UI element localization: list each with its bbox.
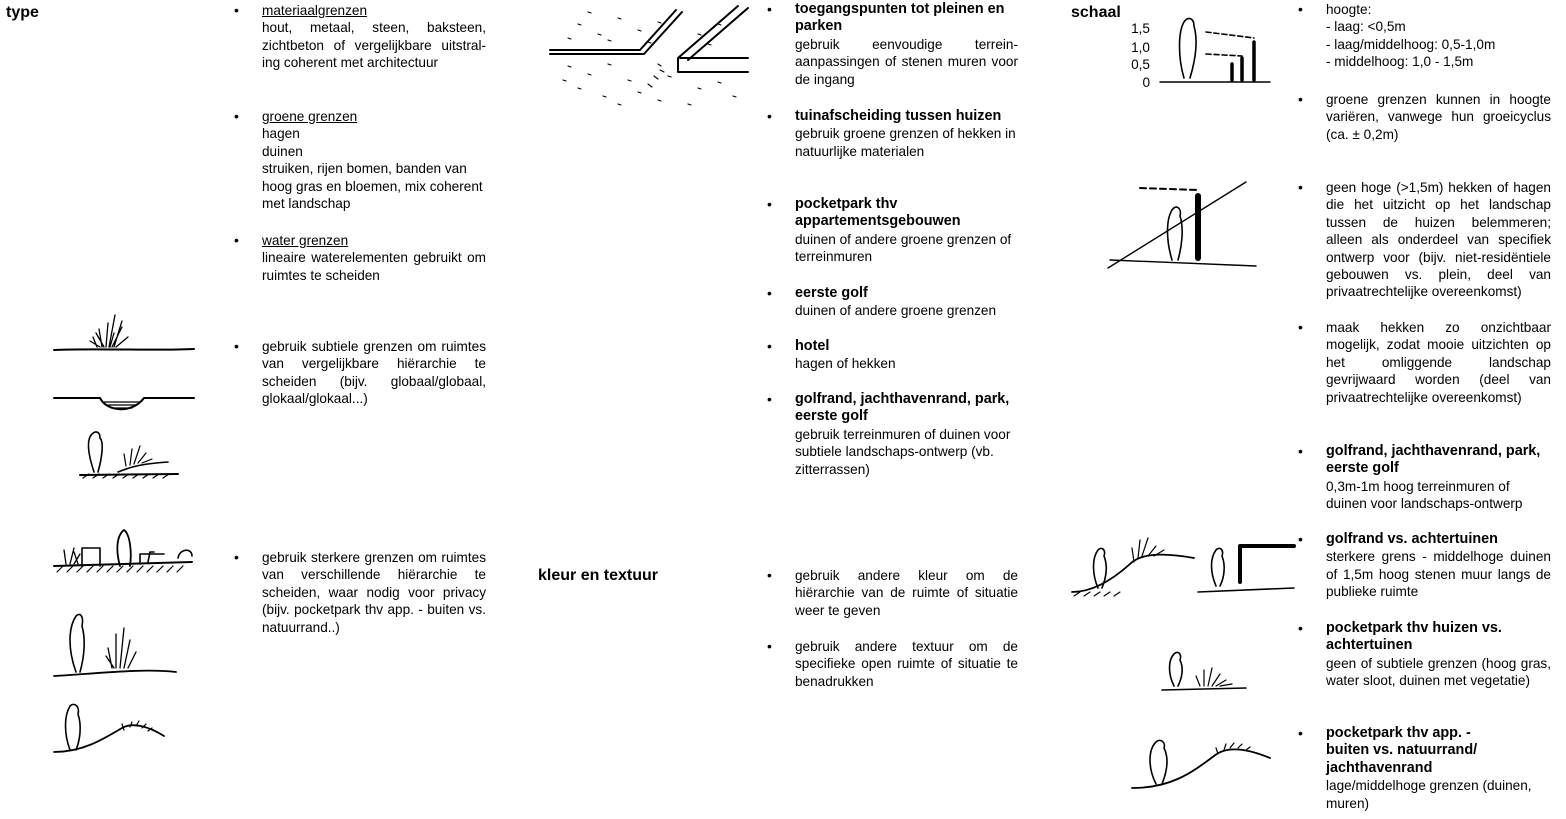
bullet-icon: •: [234, 2, 239, 18]
bullet-icon: •: [1298, 443, 1303, 459]
bullet-icon: •: [1298, 91, 1303, 107]
bullet-icon: •: [767, 567, 772, 583]
mid-item-pocketpark-app: • pocketpark thv appartementsgebouwen duinen of andere groene grenzen of terreinmuren: [767, 196, 1012, 265]
schaal-item-pocketpark-app: • pocketpark thv app. - buiten vs. natuurrand/ jachthavenrand lage/middelhoge grenzen (duinen, muren): [1298, 725, 1532, 811]
scale-label-1-0: 1,0: [1131, 40, 1150, 55]
entrance-plan-sketch: [548, 4, 753, 109]
height-scale-sketch: [1158, 14, 1278, 90]
bullet-icon: •: [1298, 319, 1303, 335]
mid-item-hotel: • hotel hagen of hekken: [767, 338, 896, 372]
type-item-water-grenzen: • water grenzen lineaire waterelementen gebruikt om ruimtes te scheiden: [234, 232, 486, 283]
water-boundary-sketch: [52, 388, 197, 418]
bullet-icon: •: [1298, 725, 1303, 741]
schaal-item-golfrand-achtertuinen: • golfrand vs. achtertuinen sterkere grens - middelhoge duinen of 1,5m hoog stenen muur langs de publieke ruimte: [1298, 531, 1551, 600]
scale-label-0-5: 0,5: [1131, 57, 1150, 72]
schaal-item-pocketpark-huizen: • pocketpark thv huizen vs. achtertuinen geen of subtiele grenzen (hoog gras, water sloot, duinen met vegetatie): [1298, 620, 1551, 689]
mid-item-tuinafscheiding: • tuinafscheiding tussen huizen gebruik groene grenzen of hekken in natuurlijke materialen: [767, 108, 1016, 159]
bullet-icon: •: [234, 108, 239, 124]
bullet-icon: •: [1298, 531, 1303, 547]
bullet-icon: •: [767, 1, 772, 17]
hedges-walls-sketch: [52, 526, 197, 578]
type-item-materiaalgrenzen: • materiaalgrenzen hout, metaal, steen, baksteen, zichtbeton of vergelijkbare uitstral-ing coherent met architectuur: [234, 2, 486, 71]
bullet-icon: •: [767, 196, 772, 212]
mid-item-toegangspunten: • toegangspunten tot pleinen en parken gebruik eenvoudige terrein-aanpassingen of stenen muren voor de ingang: [767, 1, 1018, 87]
grass-boundary-sketch: [52, 310, 197, 355]
mid-item-golfrand: • golfrand, jachthavenrand, park, eerste golf gebruik terreinmuren of duinen voor subtiele landschaps-ontwerp (vb. zitterrassen): [767, 391, 1011, 477]
figure-shrub-slope-sketch: [78, 428, 183, 480]
figure-tall-grass-sketch: [52, 610, 182, 682]
schaal-item-groene-grenzen: • groene grenzen kunnen in hoogte variëren, vanwege hun groeicyclus (ca. ± 0,2m): [1298, 91, 1551, 142]
bullet-icon: •: [1298, 1, 1303, 17]
schaal-item-golfrand: • golfrand, jachthavenrand, park, eerste golf 0,3m-1m hoog terreinmuren of duinen voor landschaps-ontwerp: [1298, 443, 1541, 512]
bullet-icon: •: [234, 338, 239, 354]
heading-kleur-en-textuur: kleur en textuur: [538, 567, 659, 584]
bullet-icon: •: [234, 549, 239, 565]
kleur-item-kleur: • gebruik andere kleur om de hiërarchie van de ruimte of situatie weer te geven: [767, 567, 1018, 618]
dune-wall-sketch-a: [1070, 530, 1196, 600]
figure-dune-sketch: [52, 700, 172, 760]
scale-label-1-5: 1,5: [1131, 21, 1150, 36]
kleur-item-textuur: • gebruik andere textuur om de specifieke open ruimte of situatie te benadrukken: [767, 638, 1018, 689]
bullet-icon: •: [767, 338, 772, 354]
bullet-icon: •: [234, 232, 239, 248]
heading-type: type: [6, 4, 39, 21]
pocketpark-dune-sketch: [1130, 730, 1275, 794]
type-item-sterkere-grenzen: • gebruik sterkere grenzen om ruimtes van verschillende hiërarchie te scheiden, waar nodig voor privacy (bijv. pocketpark thv app. - buiten vs. natuurrand..): [234, 549, 486, 635]
schaal-item-geen-hoge-hekken: • geen hoge (>1,5m) hekken of hagen die het uitzicht op het landschap tussen de huizen belemmeren; alleen als onderdeel van specifiek ontwerp voor (bijv. niet-residëntiele gebouwen vs. plein, deel van privaatrechtelijke overeenkomst): [1298, 179, 1551, 300]
mid-item-eerste-golf: • eerste golf duinen of andere groene grenzen: [767, 285, 997, 319]
bullet-icon: •: [1298, 620, 1303, 636]
heading-schaal: schaal: [1071, 4, 1121, 21]
schaal-item-onzichtbaar: • maak hekken zo onzichtbaar mogelijk, zodat mooie uitzichten op het omliggende landschap gevrijwaard worden (deel van privaatrechtelijke overeenkomst): [1298, 319, 1551, 405]
bullet-icon: •: [767, 391, 772, 407]
bullet-icon: •: [767, 285, 772, 301]
bullet-icon: •: [1298, 179, 1303, 195]
dune-wall-sketch-b: [1196, 536, 1296, 598]
view-line-sketch: [1106, 180, 1262, 274]
type-item-subtiele-grenzen: • gebruik subtiele grenzen om ruimtes van vergelijkbare hiërarchie te scheiden (bijv. globaal/globaal, glokaal/glokaal...): [234, 338, 486, 407]
schaal-item-hoogte: • hoogte: - laag: <0,5m - laag/middelhoog: 0,5-1,0m - middelhoog: 1,0 - 1,5m: [1298, 1, 1496, 70]
type-item-groene-grenzen: • groene grenzen hagen duinen struiken, rijen bomen, banden van hoog gras en bloemen, mix coherent met landschap: [234, 108, 483, 212]
scale-label-0: 0: [1142, 75, 1150, 90]
pocketpark-sketch: [1160, 648, 1250, 696]
bullet-icon: •: [767, 108, 772, 124]
bullet-icon: •: [767, 638, 772, 654]
